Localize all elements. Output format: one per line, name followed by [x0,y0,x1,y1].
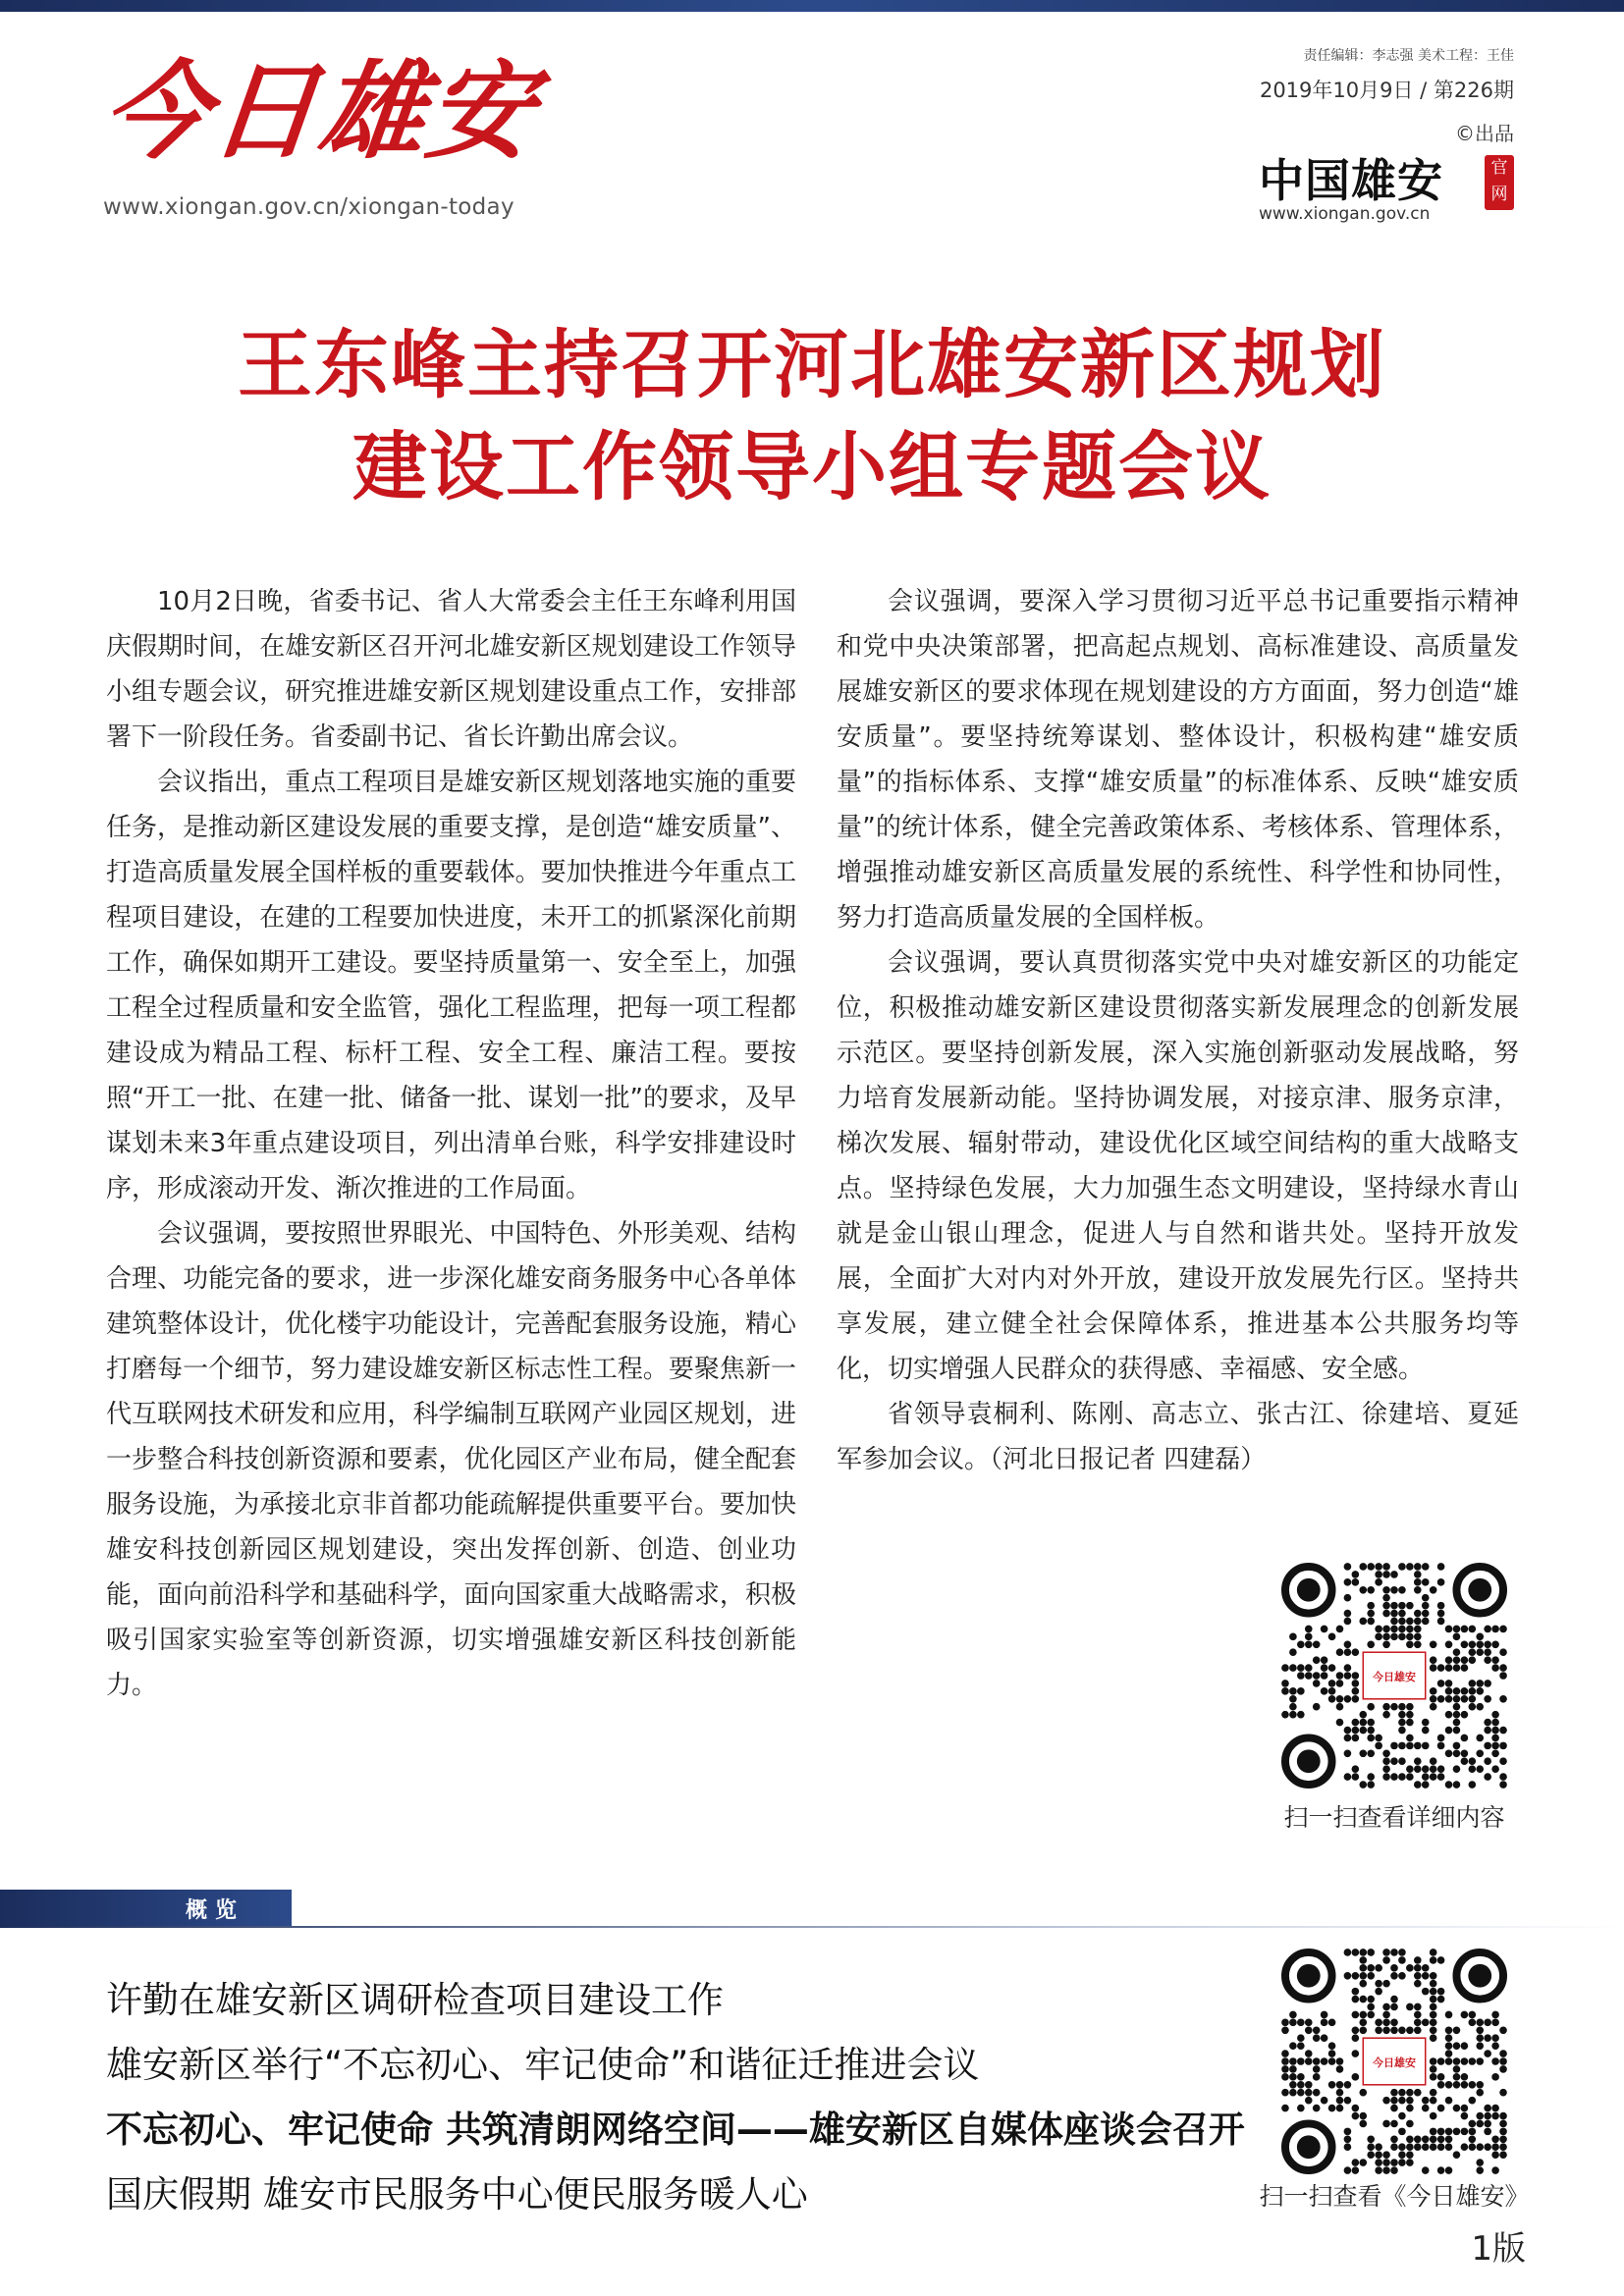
article-paragraph: 会议强调，要按照世界眼光、中国特色、外形美观、结构合理、功能完备的要求，进一步深化雄安商务服务中心各单体建筑整体设计，优化楼宇功能设计，完善配套服务设施，精心打磨每一个细节，努力建设雄安新区标志性工程。要聚焦新一代互联网技术研发和应用，科学编制互联网产业园区规划，进一步整合科技创新资源和要素，优化园区产业布局，健全配套服务设施，为承接北京非首都功能疏解提供重要平台。要加快雄安科技创新园区规划建设，突出发挥创新、创造、创业功能，面向前沿科学和基础科学，面向国家重大战略需求，积极吸引国家实验室等创新资源，切实增强雄安新区科技创新能力。 [106,1219,796,1700]
issue-date: 2019年10月9日 / 第226期 [1259,79,1514,102]
qr-code-app[interactable] [1281,1949,1507,2174]
newspaper-logo: 今日雄安 [96,50,542,174]
editors-credit: 责任编辑：李志强 美术工程：王佳 [1303,48,1514,64]
page-number: 1版 [1471,2229,1526,2269]
overview-item[interactable]: 国庆假期 雄安市民服务中心便民服务暖人心 [106,2173,808,2216]
article-paragraph: 会议强调，要认真贯彻落实党中央对雄安新区的功能定位，积极推动雄安新区建设贯彻落实新发展理念的创新发展示范区。要坚持创新发展，深入实施创新驱动发展战略，努力培育发展新动能。坚持协调发展，对接京津、服务京津，梯次发展、辐射带动，建设优化区域空间结构的重大战略支点。坚持绿色发展，大力加强生态文明建设，坚持绿水青山就是金山银山理念，促进人与自然和谐共处。坚持开放发展，全面扩大对内对外开放，建设开放发展先行区。坚持共享发展，建立健全社会保障体系，推进基本公共服务均等化，切实增强人民群众的获得感、幸福感、安全感。 [837,948,1519,1384]
qr-app-caption: 扫一扫查看《今日雄安》 [1259,2182,1530,2211]
article-paragraph: 10月2日晚，省委书记、省人大常委会主任王东峰利用国庆假期时间，在雄安新区召开河北雄安新区规划建设工作领导小组专题会议，研究推进雄安新区规划建设重点工作，安排部署下一阶段任务。省委副书记、省长许勤出席会议。 [106,587,796,752]
qr-code-icon [1281,1949,1507,2174]
article-paragraph: 省领导袁桐利、陈刚、高志立、张古江、徐建培、夏延军参加会议。（河北日报记者 四建磊） [837,1400,1519,1474]
overview-item[interactable]: 许勤在雄安新区调研检查项目建设工作 [106,1979,724,2021]
issue-meta [1260,45,1514,146]
masthead [96,50,545,220]
qr-center-label: 今日雄安 [1373,1670,1416,1683]
overview-list [106,1968,1265,2227]
qr-detail-caption: 扫一扫查看详细内容 [1283,1803,1505,1832]
brand-seal: 官网 [1485,155,1514,210]
article-column-left [106,579,796,1708]
overview-tab [0,1890,292,1927]
brand-url[interactable]: www.xiongan.gov.cn [1259,204,1431,224]
overview-tab-label: 概览 [185,1898,244,1923]
masthead-url[interactable]: www.xiongan.gov.cn/xiongan-today [103,194,514,220]
overview-divider [0,1926,1624,1928]
article-column-right [837,579,1519,1482]
page-title [0,314,1624,518]
brand-block [1259,145,1514,226]
qr-center-label: 今日雄安 [1373,2056,1416,2069]
brand-logo: 中国雄安 [1259,154,1443,207]
qr-code-detail[interactable] [1281,1563,1507,1789]
article-paragraph: 会议强调，要深入学习贯彻习近平总书记重要指示精神和党中央决策部署，把高起点规划、高标准建设、高质量发展雄安新区的要求体现在规划建设的方方面面，努力创造“雄安质量”。要坚持统筹谋划、整体设计，积极构建“雄安质量”的指标体系、支撑“雄安质量”的标准体系、反映“雄安质量”的统计体系，健全完善政策体系、考核体系、管理体系，增强推动雄安新区高质量发展的系统性、科学性和协同性，努力打造高质量发展的全国样板。 [837,587,1519,933]
overview-item[interactable]: 雄安新区举行“不忘初心、牢记使命”和谐征迁推进会议 [106,2044,980,2086]
article-paragraph: 会议指出，重点工程项目是雄安新区规划落地实施的重要任务，是推动新区建设发展的重要支撑，是创造“雄安质量”、打造高质量发展全国样板的重要载体。要加快推进今年重点工程项目建设，在建的工程要加快进度，未开工的抓紧深化前期工作，确保如期开工建设。要坚持质量第一、安全至上，加强工程全过程质量和安全监管，强化工程监理，把每一项工程都建设成为精品工程、标杆工程、安全工程、廉洁工程。要按照“开工一批、在建一批、储备一批、谋划一批”的要求，及早谋划未来3年重点建设项目，列出清单台账，科学安排建设时序，形成滚动开发、渐次推进的工作局面。 [106,768,796,1203]
headline-line-2: 建设工作领导小组专题会议 [352,423,1272,510]
qr-code-icon [1281,1563,1507,1789]
top-bar [0,0,1624,12]
headline-line-1: 王东峰主持召开河北雄安新区规划 [238,321,1386,408]
overview-item[interactable]: 不忘初心、牢记使命 共筑清朗网络空间——雄安新区自媒体座谈会召开 [106,2109,1245,2151]
producer-label: ©出品 [1455,122,1514,145]
